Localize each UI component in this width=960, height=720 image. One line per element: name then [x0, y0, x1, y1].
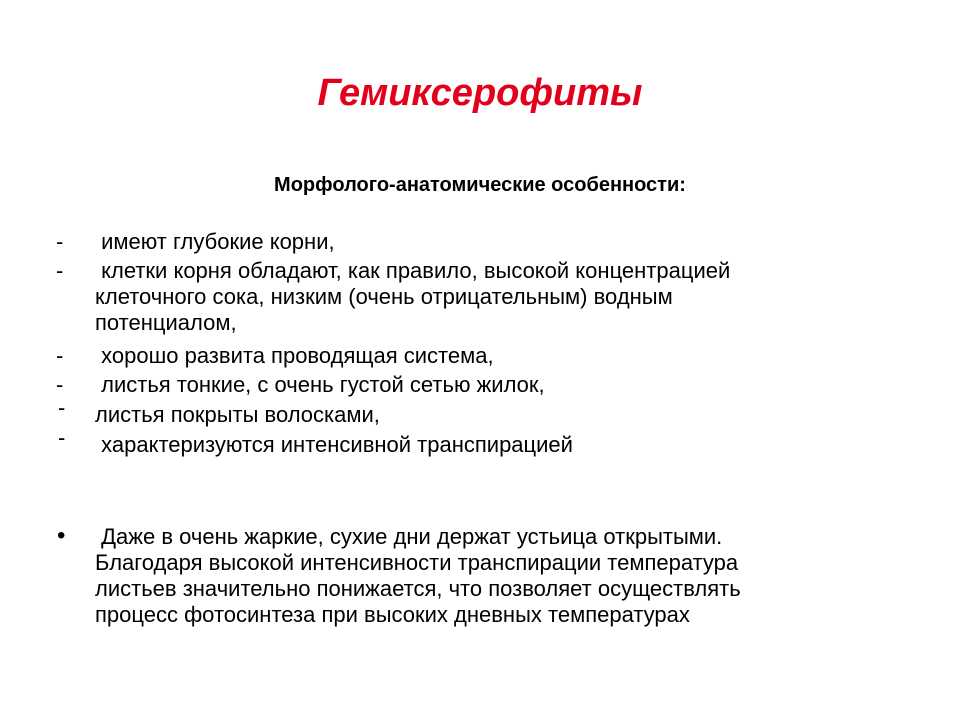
list-item-text: имеют глубокие корни, — [95, 229, 335, 254]
slide-subtitle: Морфолого-анатомические особенности: — [274, 174, 686, 196]
dash-marker: - — [56, 229, 64, 254]
dash-marker: - — [58, 395, 66, 420]
dash-marker: - — [56, 343, 64, 368]
bullet-marker: • — [57, 522, 66, 549]
list-item-text: листья покрыты волосками, — [95, 402, 380, 427]
list-item-text: листья тонкие, с очень густой сетью жилок, — [95, 372, 545, 397]
dash-marker: - — [58, 425, 66, 450]
list-item-text: клетки корня обладают, как правило, высокой концентрацией клеточного сока, низким (очень отрицательным) водным потенциалом, — [95, 258, 731, 335]
list-item-text: характеризуются интенсивной транспирацией — [95, 432, 573, 457]
dash-marker: - — [56, 258, 64, 283]
dash-marker: - — [56, 372, 64, 397]
slide-title: Гемиксерофиты — [317, 72, 643, 114]
list-item-text: Даже в очень жаркие, сухие дни держат устьица открытыми. Благодаря высокой интенсивности транспирации температура листьев значительно понижается, что позволяет осуществлять процесс фотосинтеза при высоких дневных температурах — [95, 524, 741, 627]
list-item-text: хорошо развита проводящая система, — [95, 343, 494, 368]
